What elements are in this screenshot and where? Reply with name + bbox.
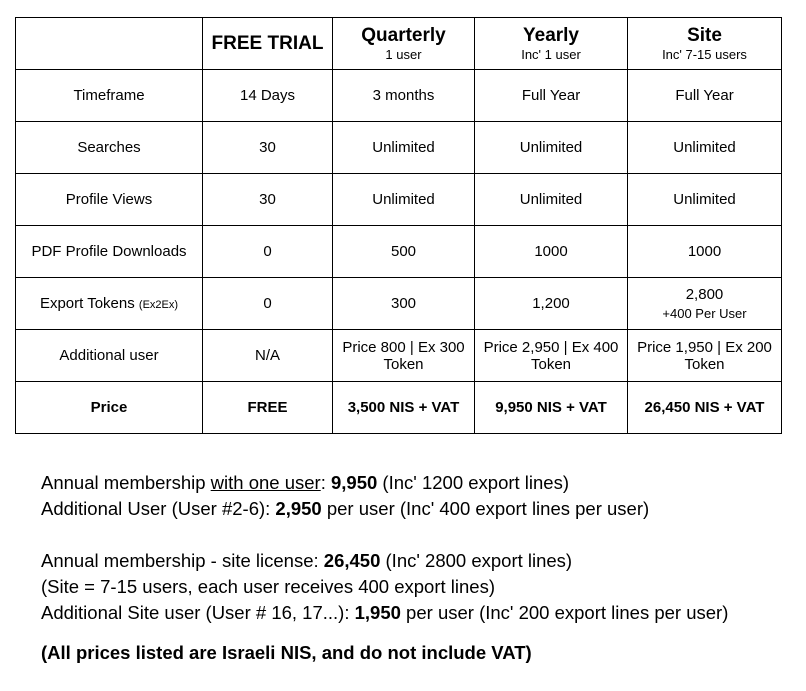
header-empty-cell xyxy=(16,18,203,70)
note-price: 1,950 xyxy=(354,602,401,623)
row-label: Profile Views xyxy=(16,174,203,226)
plan-sub-yearly: Inc' 1 user xyxy=(521,46,581,62)
cell-site: Full Year xyxy=(628,70,782,122)
table-row-timeframe xyxy=(16,70,782,122)
note-text: Additional Site user (User # 16, 17...): xyxy=(41,602,355,623)
cell-site: 1000 xyxy=(628,226,782,278)
cell-yearly: 1,200 xyxy=(475,278,628,330)
table-row-profile-views xyxy=(16,174,782,226)
note-price: 26,450 xyxy=(323,550,381,571)
table-row-searches xyxy=(16,122,782,174)
site-tokens-extra: +400 Per User xyxy=(662,305,747,321)
cell-site: Price 1,950 | Ex 200 Token xyxy=(628,330,782,382)
note-additional-user xyxy=(41,496,728,522)
cell-free-trial: FREE xyxy=(203,382,333,434)
note-text: Annual membership - site license: xyxy=(41,550,324,571)
row-label-small: (Ex2Ex) xyxy=(138,299,179,311)
cell-free-trial: 30 xyxy=(203,174,333,226)
header-yearly xyxy=(475,18,628,70)
note-text: Annual membership xyxy=(41,472,211,493)
header-site xyxy=(628,18,782,70)
pricing-notes xyxy=(41,470,728,666)
cell-yearly: Price 2,950 | Ex 400 Token xyxy=(475,330,628,382)
note-text: : xyxy=(320,472,331,493)
table-row-export-tokens xyxy=(16,278,782,330)
cell-yearly: 9,950 NIS + VAT xyxy=(475,382,628,434)
row-label-text: Export Tokens xyxy=(39,295,135,312)
note-text: Additional User (User #2-6): xyxy=(41,498,276,519)
note-additional-site-user xyxy=(41,600,728,626)
pricing-table xyxy=(15,17,782,434)
plan-sub-site: Inc' 7-15 users xyxy=(662,46,747,62)
cell-free-trial: 14 Days xyxy=(203,70,333,122)
site-tokens-value: 2,800 xyxy=(685,285,724,303)
note-text: (Inc' 2800 export lines) xyxy=(380,550,573,571)
row-label: Searches xyxy=(16,122,203,174)
cell-quarterly: 3,500 NIS + VAT xyxy=(333,382,475,434)
row-label: Price xyxy=(16,382,203,434)
row-label: Timeframe xyxy=(16,70,203,122)
header-free-trial xyxy=(203,18,333,70)
note-site-definition: (Site = 7-15 users, each user receives 400 export lines) xyxy=(41,576,495,597)
plan-name-quarterly: Quarterly xyxy=(361,24,446,46)
cell-free-trial: N/A xyxy=(203,330,333,382)
table-row-additional-user xyxy=(16,330,782,382)
note-site-license xyxy=(41,548,728,574)
cell-free-trial: 0 xyxy=(203,226,333,278)
row-label xyxy=(16,278,203,330)
cell-site xyxy=(628,278,782,330)
note-text: per user (Inc' 200 export lines per user) xyxy=(400,602,729,623)
cell-free-trial: 0 xyxy=(203,278,333,330)
note-price: 9,950 xyxy=(331,472,378,493)
cell-quarterly: 500 xyxy=(333,226,475,278)
cell-quarterly: Unlimited xyxy=(333,174,475,226)
cell-quarterly: Price 800 | Ex 300 Token xyxy=(333,330,475,382)
cell-site: Unlimited xyxy=(628,122,782,174)
note-disclaimer: (All prices listed are Israeli NIS, and do not include VAT) xyxy=(41,642,532,663)
table-row-pdf-downloads xyxy=(16,226,782,278)
cell-yearly: Unlimited xyxy=(475,122,628,174)
note-underlined: with one user xyxy=(210,472,321,493)
table-row-price xyxy=(16,382,782,434)
plan-name-yearly: Yearly xyxy=(523,24,579,46)
plan-name-free-trial: FREE TRIAL xyxy=(211,32,324,54)
cell-site: Unlimited xyxy=(628,174,782,226)
table-header-row xyxy=(16,18,782,70)
row-label: PDF Profile Downloads xyxy=(16,226,203,278)
cell-site: 26,450 NIS + VAT xyxy=(628,382,782,434)
header-quarterly xyxy=(333,18,475,70)
cell-quarterly: Unlimited xyxy=(333,122,475,174)
cell-free-trial: 30 xyxy=(203,122,333,174)
note-price: 2,950 xyxy=(275,498,322,519)
plan-sub-quarterly: 1 user xyxy=(385,46,422,62)
note-text: (Inc' 1200 export lines) xyxy=(377,472,570,493)
cell-yearly: Unlimited xyxy=(475,174,628,226)
row-label: Additional user xyxy=(16,330,203,382)
plan-name-site: Site xyxy=(687,24,722,46)
note-annual-one-user xyxy=(41,470,728,496)
cell-yearly: 1000 xyxy=(475,226,628,278)
cell-quarterly: 300 xyxy=(333,278,475,330)
cell-quarterly: 3 months xyxy=(333,70,475,122)
note-text: per user (Inc' 400 export lines per user) xyxy=(321,498,650,519)
cell-yearly: Full Year xyxy=(475,70,628,122)
